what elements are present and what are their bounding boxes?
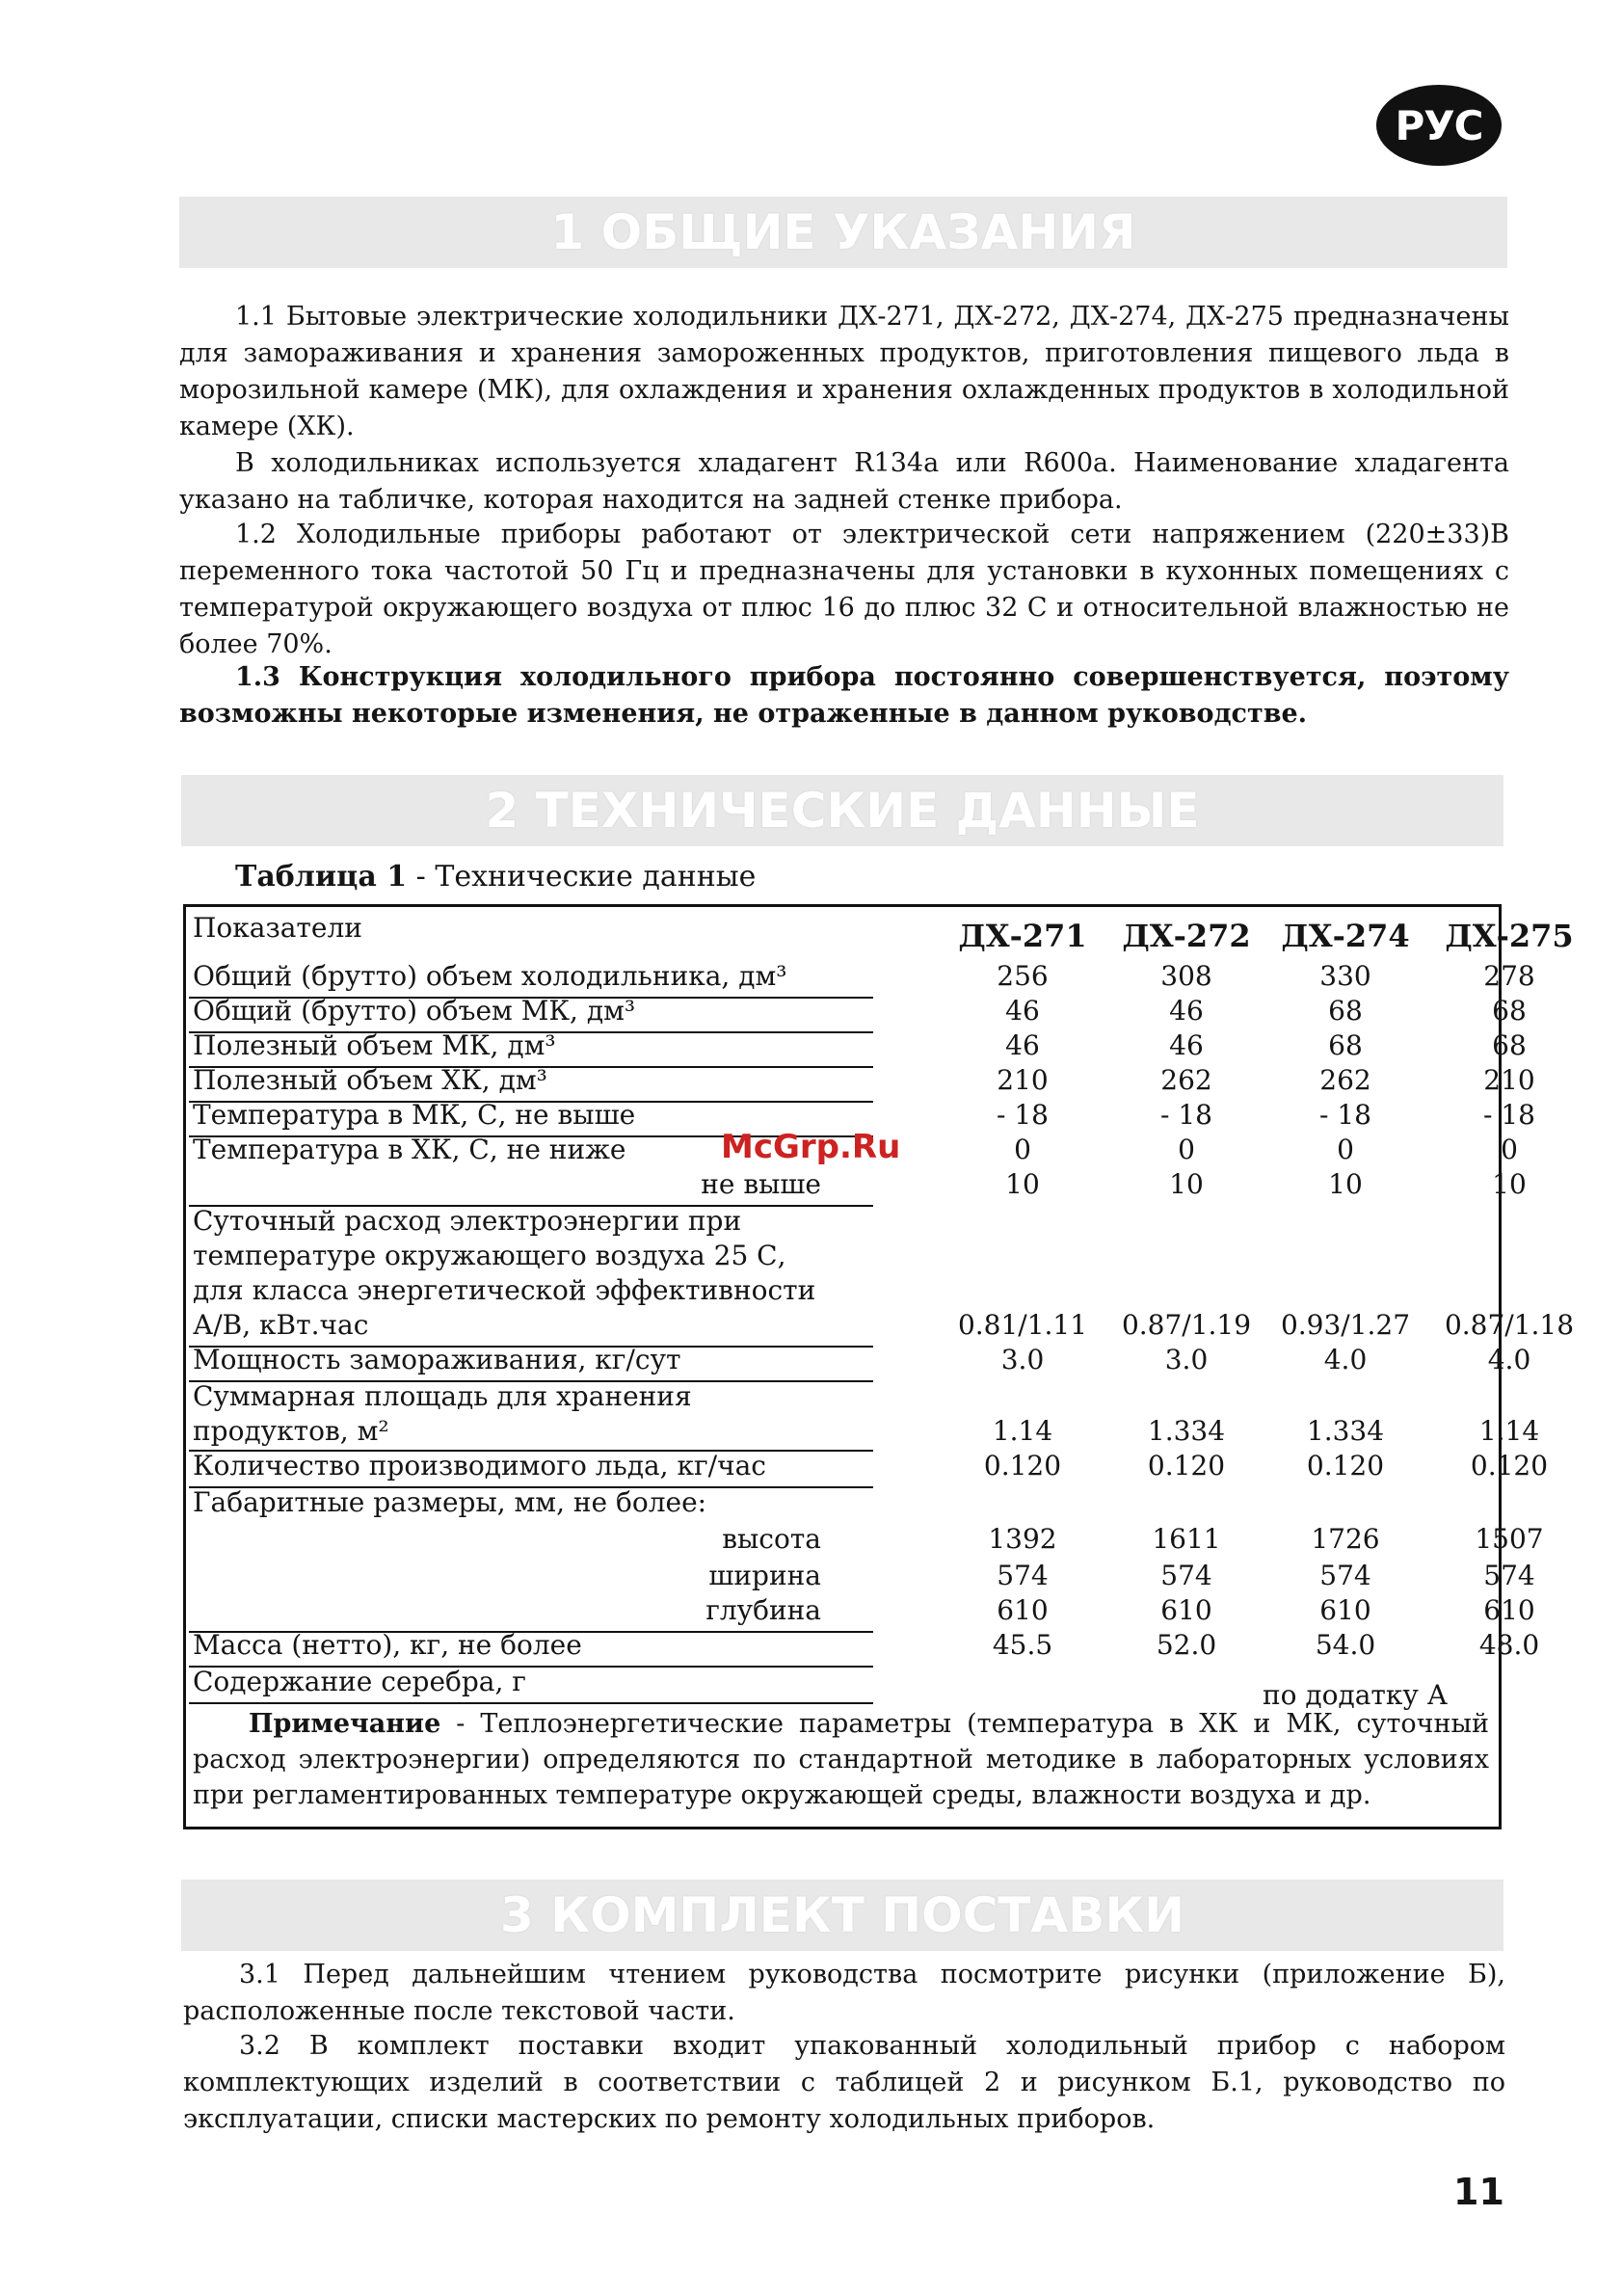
cell-value: 0.120 (983, 1450, 1062, 1482)
cell-value: 574 (997, 1560, 1049, 1591)
cell-value: 0.93/1.27 (1280, 1309, 1411, 1341)
cell-value: 1392 (988, 1523, 1057, 1555)
row-label: Масса (нетто), кг, не более (193, 1629, 582, 1661)
row-label: Общий (брутто) объем МК, дм³ (193, 995, 636, 1027)
cell-value: 4.0 (1487, 1344, 1531, 1375)
cell-value: 3.0 (1000, 1344, 1045, 1375)
table-caption-number: Таблица 1 (235, 860, 408, 894)
cell-value: 262 (1319, 1064, 1371, 1096)
cell-value: 1726 (1311, 1523, 1380, 1555)
cell-value: 610 (1319, 1594, 1371, 1626)
cell-value: 10 (1169, 1168, 1204, 1200)
cell-value: 0.120 (1306, 1450, 1385, 1482)
section-2-heading: 2 ТЕХНИЧЕСКИЕ ДАННЫЕ (181, 775, 1503, 846)
cell-value: 256 (997, 960, 1049, 992)
cell-value: 278 (1483, 960, 1535, 992)
cell-value: 0.87/1.18 (1444, 1309, 1575, 1341)
cell-value: 330 (1319, 960, 1371, 992)
cell-value: 10 (1492, 1168, 1527, 1200)
cell-value: 4.0 (1323, 1344, 1368, 1375)
row-label: Температура в МК, С, не выше (193, 1099, 636, 1131)
cell-value: 1.14 (1478, 1415, 1540, 1447)
watermark: McGrp.Ru (721, 1128, 901, 1166)
cell-value: 0.120 (1470, 1450, 1549, 1482)
cell-value: 68 (1492, 995, 1527, 1027)
section-1-paragraph-3: 1.2 Холодильные приборы работают от электрической сети напряжением (220±33)В переменного тока частотой 50 Гц и предназначены для установки в кухонных помещениях с температурой окружающего воздуха от плюс 16 до плюс 32 С и относительной влажностью не более 70%. (179, 520, 1509, 659)
cell-value: 1507 (1475, 1523, 1544, 1555)
language-badge: РУС (1376, 85, 1502, 166)
cell-value: 0.120 (1147, 1450, 1226, 1482)
note-text: - Теплоэнергетические параметры (температура в ХК и МК, суточный расход электроэнергии) определяются по стандартной методике в лабораторных условиях при регламентированных температуре окружающей среды, влажности воздуха и др. (193, 1709, 1489, 1810)
cell-value: 1611 (1152, 1523, 1221, 1555)
row-label: А/В, кВт.час (193, 1309, 369, 1341)
cell-value: 574 (1483, 1560, 1535, 1591)
section-3-paragraph-2: 3.2 В комплект поставки входит упакованный холодильный прибор с набором комплектующих изделий в соответствии с таблицей 2 и рисунком Б.1, руководство по эксплуатации, списки мастерских по ремонту холодильных приборов. (183, 2031, 1505, 2134)
cell-value: 610 (997, 1594, 1049, 1626)
page-number: 11 (1453, 2171, 1504, 2213)
row-underline (189, 1702, 873, 1704)
cell-value: 0.81/1.11 (957, 1309, 1088, 1341)
cell-value: 46 (1005, 1029, 1040, 1061)
row-label: Содержание серебра, г (193, 1666, 526, 1697)
header-label: Показатели (193, 912, 362, 944)
row-label: для класса энергетической эффективности (193, 1274, 816, 1306)
cell-value: 574 (1319, 1560, 1371, 1591)
cell-value: 3.0 (1164, 1344, 1209, 1375)
header-model: ДХ-275 (1445, 918, 1574, 954)
cell-value: 0.87/1.19 (1121, 1309, 1252, 1341)
section-1-paragraph-2: В холодильниках используется хладагент R134a или R600a. Наименование хладагента указано на табличке, которая находится на задней стенке прибора. (179, 448, 1509, 515)
cell-value: 10 (1005, 1168, 1040, 1200)
row-label: Суммарная площадь для хранения (193, 1380, 692, 1412)
cell-value: 46 (1169, 1029, 1204, 1061)
row-label: Габаритные размеры, мм, не более: (193, 1486, 707, 1518)
section-1-paragraph-4: 1.3 Конструкция холодильного прибора постоянно совершенствуется, поэтому возможны некоторые изменения, не отраженные в данном руководстве. (179, 662, 1509, 729)
cell-value: 1.334 (1147, 1415, 1226, 1447)
row-label: продуктов, м² (193, 1415, 389, 1447)
header-model: ДХ-271 (958, 918, 1087, 954)
cell-value: 0 (1337, 1134, 1354, 1165)
section-3-heading: 3 КОМПЛЕКТ ПОСТАВКИ (181, 1880, 1503, 1951)
cell-value: 68 (1492, 1029, 1527, 1061)
cell-value: 68 (1328, 1029, 1363, 1061)
cell-value: 308 (1160, 960, 1212, 992)
cell-value: 0 (1501, 1134, 1518, 1165)
cell-value: - 18 (1483, 1099, 1535, 1131)
row-label: Общий (брутто) объем холодильника, дм³ (193, 960, 787, 992)
row-label: Количество производимого льда, кг/час (193, 1450, 766, 1482)
table-note (193, 1706, 1489, 1813)
section-3-paragraph-1: 3.1 Перед дальнейшим чтением руководства посмотрите рисунки (приложение Б), расположенные после текстовой части. (183, 1960, 1505, 2026)
cell-value: 46 (1169, 995, 1204, 1027)
header-model: ДХ-272 (1122, 918, 1251, 954)
row-label: Температура в ХК, С, не ниже (193, 1134, 626, 1165)
cell-value: 574 (1160, 1560, 1212, 1591)
cell-value: 45.5 (992, 1629, 1053, 1661)
cell-value: 610 (1483, 1594, 1535, 1626)
header-model: ДХ-274 (1281, 918, 1410, 954)
cell-value: 262 (1160, 1064, 1212, 1096)
cell-value: 10 (1328, 1168, 1363, 1200)
cell-value: 210 (997, 1064, 1049, 1096)
row-label: Полезный объем ХК, дм³ (193, 1064, 547, 1096)
row-label: Полезный объем МК, дм³ (193, 1029, 556, 1061)
row-label: не выше (701, 1168, 821, 1200)
row-label: температуре окружающего воздуха 25 С, (193, 1240, 786, 1271)
row-label: высота (722, 1523, 821, 1555)
cell-value: 1.14 (992, 1415, 1053, 1447)
cell-value: 68 (1328, 995, 1363, 1027)
table-caption-text: - Технические данные (407, 860, 757, 894)
cell-value: 54.0 (1315, 1629, 1376, 1661)
cell-value: - 18 (997, 1099, 1049, 1131)
cell-value: 52.0 (1156, 1629, 1217, 1661)
cell-value: - 18 (1160, 1099, 1212, 1131)
cell-value: 0 (1178, 1134, 1195, 1165)
cell-value: 48.0 (1478, 1629, 1540, 1661)
cell-value: по додатку А (1262, 1679, 1449, 1711)
cell-value: - 18 (1319, 1099, 1371, 1131)
cell-value: 610 (1160, 1594, 1212, 1626)
row-label: ширина (708, 1560, 821, 1591)
row-label: Мощность замораживания, кг/сут (193, 1344, 681, 1375)
table-caption (235, 860, 756, 894)
cell-value: 1.334 (1306, 1415, 1385, 1447)
cell-value: 46 (1005, 995, 1040, 1027)
cell-value: 210 (1483, 1064, 1535, 1096)
note-label: Примечание (249, 1709, 441, 1739)
cell-value: 0 (1014, 1134, 1031, 1165)
row-label: Суточный расход электроэнергии при (193, 1205, 742, 1237)
row-label: глубина (705, 1594, 821, 1626)
section-1-paragraph-1: 1.1 Бытовые электрические холодильники ДХ-271, ДХ-272, ДХ-274, ДХ-275 предназначены для замораживания и хранения замороженных продуктов, приготовления пищевого льда в морозильной камере (МК), для охлаждения и хранения охлажденных продуктов в холодильной камере (ХК). (179, 302, 1509, 441)
section-1-heading: 1 ОБЩИЕ УКАЗАНИЯ (179, 197, 1507, 268)
